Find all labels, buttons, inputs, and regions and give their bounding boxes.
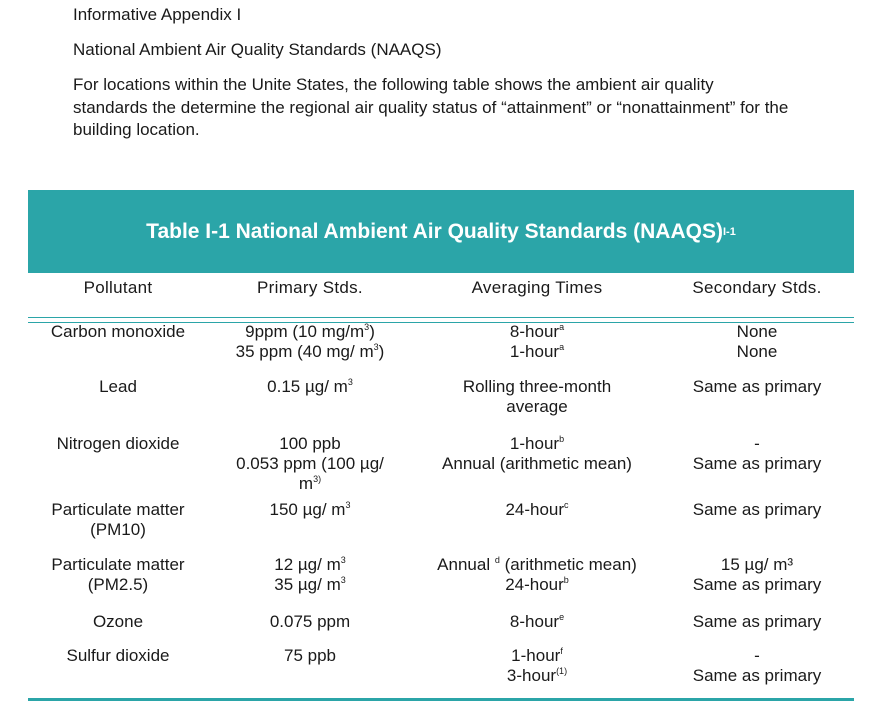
cell-line: Sulfur dioxide (66, 646, 170, 665)
footnote-marker: b (563, 575, 569, 585)
cell-line: Same as primary (692, 500, 822, 519)
cell-line: 0.053 ppm (100 µg/ (236, 454, 384, 473)
cell-secondary (669, 555, 845, 595)
cell-line: 75 ppb (284, 646, 336, 665)
cell-line: Same as primary (692, 666, 822, 685)
header-divider (28, 317, 854, 323)
cell-line: 100 ppb (279, 434, 341, 453)
cell-secondary (669, 434, 845, 474)
cell-line: 1-hour$^f$ (511, 646, 563, 665)
header-primary-stds: Primary Stds. (257, 278, 363, 297)
footnote-marker: f (560, 646, 563, 656)
cell-secondary (669, 612, 845, 632)
footnote-marker: 3 (345, 500, 351, 510)
cell-line: 8-hour$^e$ (509, 612, 565, 631)
cell-line: Same as primary (692, 454, 822, 473)
cell-primary (220, 434, 400, 494)
cell-line: Same as primary (692, 612, 822, 631)
footnote-marker: a (559, 342, 565, 352)
cell-secondary (669, 322, 845, 362)
cell-line: Same as primary (692, 377, 822, 396)
cell-pollutant (28, 500, 208, 540)
cell-pollutant (28, 555, 208, 595)
footnote-marker: 3 (340, 555, 346, 565)
cell-line: None (736, 322, 778, 341)
cell-line: Particulate matter (51, 555, 185, 574)
cell-line: None (736, 342, 778, 361)
cell-line: average (506, 397, 568, 416)
cell-secondary (669, 646, 845, 686)
cell-pollutant (28, 612, 208, 632)
cell-line: 35 ppm (40 mg/ $m^3$) (235, 342, 385, 361)
appendix-subheading: National Ambient Air Quality Standards (NAAQS) (73, 40, 442, 59)
cell-primary (220, 612, 400, 632)
cell-primary (220, 646, 400, 666)
cell-line: 150 µg/ $m^3$ (269, 500, 351, 519)
cell-secondary (669, 377, 845, 397)
cell-line: (PM2.5) (87, 575, 149, 594)
cell-line: 8-hour$^a$ (509, 322, 565, 341)
cell-line: Annual $^d$ (arithmetic mean) (437, 555, 637, 574)
cell-averaging (417, 322, 657, 362)
cell-line: 15 µg/ m³ (720, 555, 794, 574)
footnote-marker: c (564, 500, 569, 510)
footnote-marker: e (559, 612, 565, 622)
cell-averaging (417, 646, 657, 686)
cell-line: 35 µg/ $m^3$ (274, 575, 346, 594)
cell-line: Lead (99, 377, 137, 396)
cell-line: 0.075 ppm (269, 612, 351, 631)
cell-primary (220, 322, 400, 362)
header-averaging-times: Averaging Times (471, 278, 603, 297)
header-secondary-stds: Secondary Stds. (692, 278, 822, 297)
table-title-superscript: I-1 (722, 225, 736, 238)
cell-secondary (669, 500, 845, 520)
cell-primary (220, 377, 400, 397)
cell-line: - (754, 434, 760, 453)
footnote-marker: a (559, 322, 565, 332)
cell-line: Nitrogen dioxide (56, 434, 180, 453)
cell-averaging (417, 555, 657, 595)
footnote-marker: d (494, 555, 500, 565)
naaqs-table (28, 190, 854, 685)
cell-pollutant (28, 322, 208, 342)
cell-line: Same as primary (692, 575, 822, 594)
cell-line: 24-hour$^c$ (505, 500, 569, 519)
table-bottom-rule (28, 698, 854, 701)
cell-line: - (754, 646, 760, 665)
cell-averaging (417, 500, 657, 520)
cell-line: 1-hour$^b$ (509, 434, 565, 453)
footnote-marker: (1) (556, 666, 568, 676)
cell-line: Rolling three-month (462, 377, 612, 396)
cell-line: $m^{3)}$ (298, 474, 322, 493)
table-title: Table I-1 National Ambient Air Quality Standards (NAAQS) (146, 219, 723, 243)
table-header-row (28, 273, 854, 320)
cell-primary (220, 555, 400, 595)
footnote-marker: 3) (313, 474, 322, 484)
cell-pollutant (28, 646, 208, 666)
cell-line: (PM10) (90, 520, 146, 539)
footnote-marker: 3 (373, 342, 379, 352)
header-pollutant: Pollutant (83, 278, 153, 297)
cell-line: Annual (arithmetic mean) (442, 454, 632, 473)
footnote-marker: 3 (364, 322, 370, 332)
cell-line: Ozone (92, 612, 144, 631)
cell-line: 3-hour$^{(1)}$ (506, 666, 568, 685)
cell-pollutant (28, 377, 208, 397)
footnote-marker: 3 (340, 575, 346, 585)
table-title-banner (28, 190, 854, 273)
intro-paragraph: For locations within the Unite States, the following table shows the ambient air quality standards the determine the regional air quality status of “attainment” or “nonattainment” for the building location. (73, 75, 789, 139)
cell-primary (220, 500, 400, 520)
cell-line: 9ppm (10 $mg/m^3$) (245, 322, 375, 341)
cell-averaging (417, 434, 657, 474)
cell-line: 24-hour$^b$ (505, 575, 569, 594)
cell-averaging (417, 612, 657, 632)
cell-line: 1-hour$^a$ (509, 342, 565, 361)
cell-pollutant (28, 434, 208, 454)
cell-line: Carbon monoxide (50, 322, 186, 341)
cell-line: Particulate matter (51, 500, 185, 519)
cell-line: 0.15 µg/ $m^3$ (267, 377, 353, 396)
appendix-heading: Informative Appendix I (73, 5, 242, 24)
footnote-marker: b (559, 434, 565, 444)
footnote-marker: 3 (347, 377, 353, 387)
cell-line: 12 µg/ $m^3$ (274, 555, 346, 574)
cell-averaging (417, 377, 657, 417)
